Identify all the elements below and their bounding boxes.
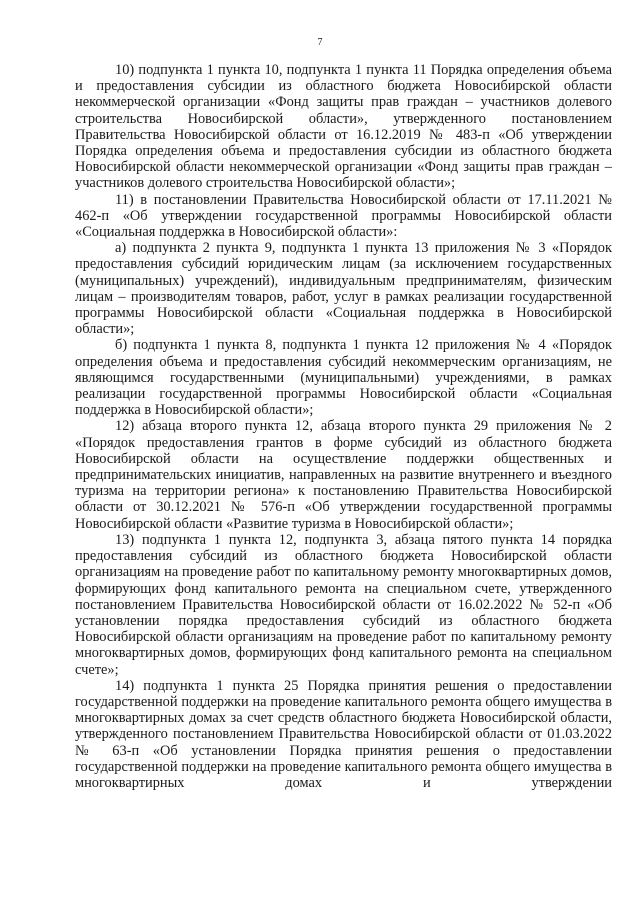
paragraph-item-12: 12) абзаца второго пункта 12, абзаца второго пункта 29 приложения № 2 «Порядок предоставления грантов в форме субсидий из областного бюджета Новосибирской области на осуществление поддержки общественных и предпринимательских инициатив, направленных на развитие внутреннего и въездного туризма на территории региона» к постановлению Правительства Новосибирской области от 30.12.2021 № 576-п «Об утверждении государственной программы Новосибирской области «Развитие туризма в Новосибирской области»; xyxy=(75,418,612,532)
paragraph-subitem-a: а) подпункта 2 пункта 9, подпункта 1 пункта 13 приложения № 3 «Порядок предоставления субсидий юридическим лицам (за исключением государственных (муниципальных) учреждений), индивидуальным предпринимателям, физическим лицам – производителям товаров, работ, услуг в рамках реализации государственной программы Новосибирской области «Социальная поддержка в Новосибирской области»; xyxy=(75,240,612,338)
paragraph-item-10: 10) подпункта 1 пункта 10, подпункта 1 пункта 11 Порядка определения объема и предоставления субсидии из областного бюджета Новосибирской области некоммерческой организации «Фонд защиты прав граждан – участников долевого строительства Новосибирской области», утвержденного постановлением Правительства Новосибирской области от 16.12.2019 № 483-п «Об утверждении Порядка определения объема и предоставления субсидии из областного бюджета Новосибирской области некоммерческой организации «Фонд защиты прав граждан – участников долевого строительства Новосибирской области»; xyxy=(75,62,612,192)
document-body xyxy=(75,62,612,791)
paragraph-item-13: 13) подпункта 1 пункта 12, подпункта 3, абзаца пятого пункта 14 порядка предоставления субсидий из областного бюджета Новосибирской области организациям на проведение работ по капитальному ремонту многоквартирных домов, формирующих фонд капитального ремонта на специальном счете, утвержденного постановлением Правительства Новосибирской области от 16.02.2022 № 52-п «Об установлении порядка предоставления субсидий из областного бюджета Новосибирской области организациям на проведение работ по капитальному ремонту многоквартирных домов, формирующих фонд капитального ремонта на специальном счете»; xyxy=(75,531,612,678)
paragraph-subitem-b: б) подпункта 1 пункта 8, подпункта 1 пункта 12 приложения № 4 «Порядок определения объема и предоставления субсидий некоммерческим организациям, не являющимся государственными (муниципальными) учреждениями, в рамках реализации государственной программы Новосибирской области «Социальная поддержка в Новосибирской области»; xyxy=(75,337,612,419)
paragraph-item-14: 14) подпункта 1 пункта 25 Порядка принятия решения о предоставлении государственной поддержки на проведение капитального ремонта общего имущества в многоквартирных домах за счет средств областного бюджета Новосибирской области, утвержденного постановлением Правительства Новосибирской области от 01.03.2022 № 63-п «Об установлении Порядка принятия решения о предоставлении государственной поддержки на проведение капитального ремонта общего имущества в многоквартирных домах и утверждении xyxy=(75,677,612,791)
paragraph-item-11: 11) в постановлении Правительства Новосибирской области от 17.11.2021 № 462-п «Об утверждении государственной программы Новосибирской области «Социальная поддержка в Новосибирской области»: xyxy=(75,191,612,241)
page-number: 7 xyxy=(317,37,323,48)
